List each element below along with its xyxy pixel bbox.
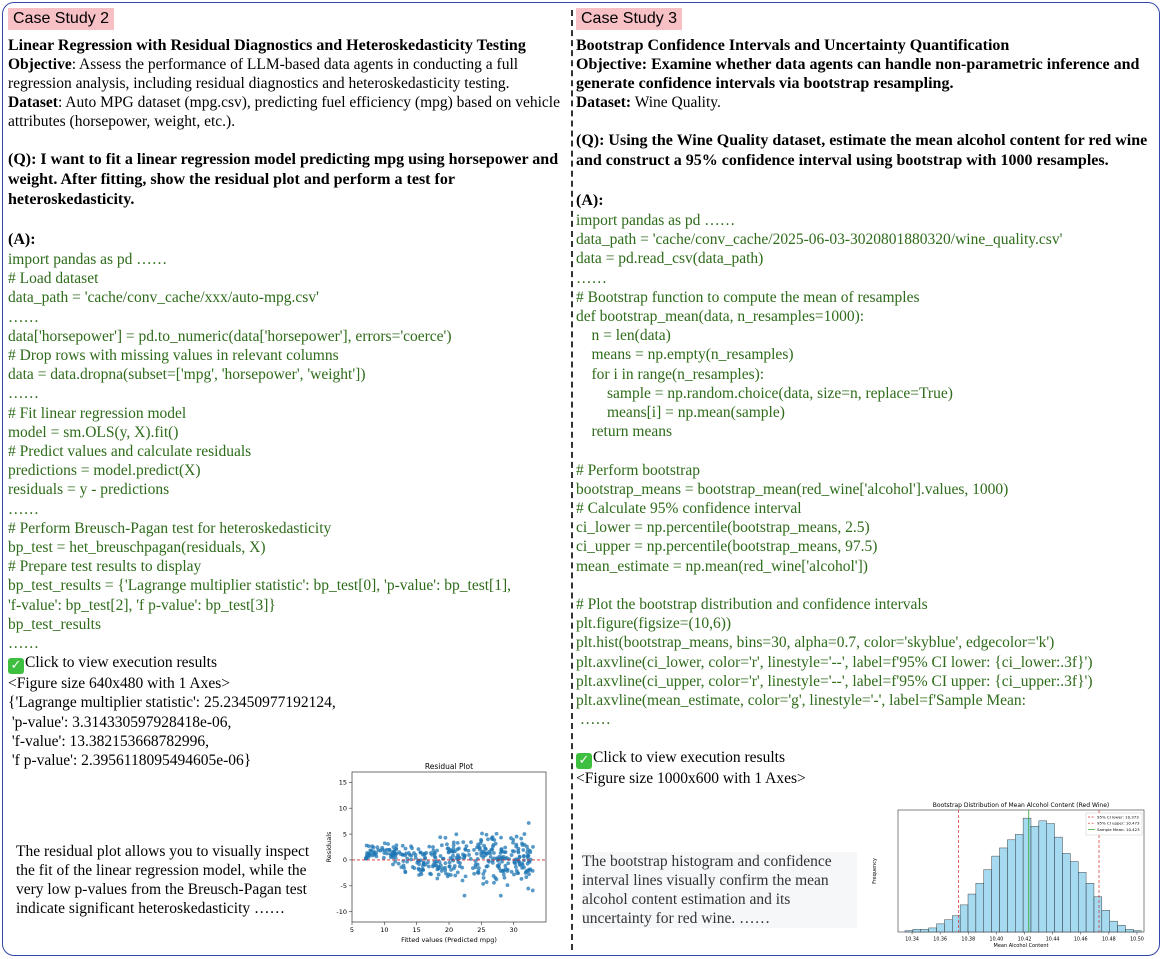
- residual-point: [447, 851, 451, 855]
- residual-point: [480, 832, 484, 836]
- residual-point: [451, 854, 455, 858]
- residual-point: [519, 837, 523, 841]
- y-tick-label: 5: [342, 830, 347, 839]
- residual-point: [448, 861, 452, 865]
- residual-point: [463, 894, 467, 898]
- residual-point: [453, 874, 457, 878]
- residual-point: [523, 843, 527, 847]
- case-study-2-badge: Case Study 2: [8, 8, 114, 30]
- x-tick-label: 10.42: [1017, 937, 1032, 943]
- residual-point: [495, 877, 499, 881]
- histogram-bar: [1102, 910, 1110, 932]
- residual-point: [506, 883, 510, 887]
- residual-point: [520, 866, 524, 870]
- residual-point: [458, 861, 462, 865]
- answer-label-3: (A):: [576, 192, 604, 209]
- residual-point: [456, 870, 460, 874]
- residual-point: [417, 873, 421, 877]
- residual-point: [497, 866, 501, 870]
- y-tick-label: 10: [338, 804, 347, 813]
- histogram-bar: [992, 856, 1000, 932]
- residual-point: [500, 860, 504, 864]
- histogram-bar: [1023, 818, 1031, 932]
- x-tick-label: 25: [477, 926, 486, 934]
- bootstrap-summary: The bootstrap histogram and confidence interval lines visually confirm the mean alcohol content estimation and its uncertainty for red wine. ……: [582, 852, 857, 928]
- residual-point: [467, 853, 471, 857]
- residual-point: [486, 837, 490, 841]
- histogram-bar: [976, 883, 984, 932]
- histogram-bar: [937, 924, 945, 932]
- residual-point: [444, 836, 448, 840]
- execution-output-3: <Figure size 1000x600 with 1 Axes>: [576, 770, 806, 788]
- histogram-bar: [929, 928, 937, 932]
- case-study-3-badge: Case Study 3: [576, 8, 682, 30]
- residual-point: [380, 846, 384, 850]
- residual-point: [439, 854, 443, 858]
- residual-point: [401, 844, 405, 848]
- residual-point: [382, 851, 386, 855]
- code-block-3: import pandas as pd …… data_path = 'cache/conv_cache/2025-06-03-3020801880320/wine_quality.csv' data = pd.read_csv(data_path) …… # Bootstrap function to compute the mean of resamples def bootstrap_mean(data, n_resamples=1000): n = len(data) means = np.empty(n_resamples) for i in range(n_resamples): sample = np.random.choice(data, size=n, replace=True) means[i] = np.mean(sample) return means # Perform bootstrap bootstrap_means = bootstrap_mean(red_wine['alcohol'].values, 1000) # Calculate 95% confidence interval ci_lower = np.percentile(bootstrap_means, 2.5) ci_upper = np.percentile(bootstrap_means, 97.5) mean_estimate = np.mean(red_wine['alcohol']) # Plot the bootstrap distribution and confidence intervals plt.figure(figsize=(10,6)) plt.hist(bootstrap_means, bins=30, alpha=0.7, color='skyblue', edgecolor='k') plt.axvline(ci_lower, color='r', linestyle='--', label=f'95% CI lower: {ci_lower:.3f}') plt.axvline(ci_upper, color='r', linestyle='--', label=f'95% CI upper: {ci_upper:.3f}') plt.axvline(mean_estimate, color='g', linestyle='-', label=f'Sample Mean: ……: [576, 212, 1093, 729]
- x-tick-label: 10.34: [905, 937, 919, 943]
- histogram-bar: [1062, 853, 1070, 932]
- histogram-bar: [1118, 925, 1126, 932]
- residual-point: [448, 864, 452, 868]
- bootstrap-plot: [868, 800, 1150, 955]
- residual-point: [435, 877, 439, 881]
- residual-point: [367, 855, 371, 859]
- residual-point: [502, 869, 506, 873]
- histogram-bar: [960, 905, 968, 932]
- residual-point: [514, 865, 518, 869]
- histogram-bar: [968, 894, 976, 932]
- residual-point: [495, 832, 499, 836]
- histogram-bar: [905, 931, 913, 932]
- residual-point: [525, 869, 529, 873]
- residual-point: [428, 872, 432, 876]
- residual-point: [479, 839, 483, 843]
- residual-point: [382, 856, 386, 860]
- residual-point: [452, 840, 456, 844]
- residual-point: [507, 857, 511, 861]
- residual-point: [520, 877, 524, 881]
- residual-point: [492, 851, 496, 855]
- residual-point: [464, 874, 468, 878]
- objective: [8, 55, 564, 93]
- residual-point: [477, 866, 481, 870]
- residual-point: [491, 845, 495, 849]
- question: (Q): I want to fit a linear regression model predicting mpg using horsepower and weight. After fitting, show the residual plot and perform a test for heteroskedasticity.: [8, 151, 559, 208]
- residual-point: [499, 848, 503, 852]
- residual-plot: [324, 760, 556, 951]
- residual-point: [521, 848, 525, 852]
- residual-point: [423, 853, 427, 857]
- histogram-bar: [944, 920, 952, 932]
- x-tick-label: 15: [412, 926, 421, 934]
- execution-output: <Figure size 640x480 with 1 Axes> {'Lagrange multiplier statistic': 25.23450977192124, 'p-value': 3.314330597928418e-06, 'f-value': 13.382153668782996, 'f p-value': 2.3956118095494605e-06}: [8, 675, 336, 770]
- histogram-bar: [1039, 821, 1047, 932]
- bootstrap-plot-xlabel: Mean Alcohol Content: [993, 943, 1049, 949]
- x-tick-label: 10.50: [1130, 937, 1144, 943]
- residual-point: [503, 846, 507, 850]
- histogram-bar: [952, 916, 960, 932]
- residual-point: [464, 848, 468, 852]
- case-study-2: [8, 8, 564, 770]
- residual-point: [403, 870, 407, 874]
- residual-point: [475, 852, 479, 856]
- residual-point: [494, 842, 498, 846]
- histogram-bar: [1133, 931, 1141, 932]
- checkmark-icon: ✓: [8, 658, 24, 674]
- histogram-bar: [921, 929, 929, 932]
- residual-point: [427, 865, 431, 869]
- residual-point: [427, 845, 431, 849]
- residual-point: [502, 872, 506, 876]
- residual-point: [512, 850, 516, 854]
- objective-3: Objective: Examine whether data agents can handle non-parametric inference and generate confidence intervals via bootstrap resampling.: [576, 56, 1140, 92]
- residual-point: [456, 857, 460, 861]
- residual-point: [461, 853, 465, 857]
- residual-point: [371, 846, 375, 850]
- residual-point: [488, 851, 492, 855]
- residual-point: [420, 868, 424, 872]
- y-tick-label: -10: [336, 907, 347, 916]
- residual-point: [376, 848, 380, 852]
- residual-point: [531, 889, 535, 893]
- x-tick-label: 10.38: [961, 937, 976, 943]
- residual-point: [417, 867, 421, 871]
- legend-entry: 95% CI lower: 10.373: [1097, 814, 1139, 820]
- residual-point: [528, 849, 532, 853]
- residual-point: [410, 846, 414, 850]
- histogram-bar: [1031, 826, 1039, 932]
- histogram-bar: [1015, 834, 1023, 932]
- residual-point: [483, 869, 487, 873]
- dataset: [8, 93, 564, 131]
- residual-plot-xlabel: Fitted values (Predicted mpg): [401, 936, 497, 944]
- exec-results-label: Click to view execution results: [25, 654, 217, 672]
- residual-point: [392, 851, 396, 855]
- residual-point: [484, 847, 488, 851]
- residual-point: [506, 861, 510, 865]
- residual-point: [485, 880, 489, 884]
- residual-point: [518, 855, 522, 859]
- histogram-bar: [984, 870, 992, 932]
- residual-point: [401, 853, 405, 857]
- x-tick-label: 30: [509, 926, 518, 934]
- residual-point: [528, 860, 532, 864]
- histogram-bar: [1086, 883, 1094, 932]
- histogram-bar: [913, 929, 921, 932]
- residual-point: [437, 873, 441, 877]
- bootstrap-plot-title: Bootstrap Distribution of Mean Alcohol Content (Red Wine): [932, 802, 1110, 809]
- dataset-3-label: Dataset:: [576, 94, 632, 111]
- residual-point: [383, 841, 387, 845]
- residual-point: [375, 855, 379, 859]
- residual-point: [388, 848, 392, 852]
- residual-point: [503, 876, 507, 880]
- residual-point: [440, 843, 444, 847]
- residual-point: [526, 887, 530, 891]
- residual-point: [527, 821, 531, 825]
- residual-point: [422, 862, 426, 866]
- residual-point: [409, 858, 413, 862]
- histogram-bar: [1055, 837, 1063, 932]
- residual-point: [458, 864, 462, 868]
- column-divider: [571, 10, 573, 950]
- residual-point: [509, 836, 513, 840]
- histogram-bar: [1078, 872, 1086, 932]
- residual-point: [514, 843, 518, 847]
- residual-point: [481, 882, 485, 886]
- residual-point: [451, 859, 455, 863]
- objective-label: Objective: [8, 56, 72, 73]
- residual-point: [414, 856, 418, 860]
- y-tick-label: 0: [342, 856, 347, 865]
- residual-point: [520, 862, 524, 866]
- residual-point: [441, 866, 445, 870]
- residual-point: [438, 835, 442, 839]
- residual-summary: The residual plot allows you to visually inspect the fit of the linear regression model, while the very low p-values from the Breusch-Pagan test indicate significant heteroskedasticity ……: [16, 843, 310, 917]
- residual-point: [444, 861, 448, 865]
- x-tick-label: 10: [380, 926, 389, 934]
- case-study-2-title: Linear Regression with Residual Diagnostics and Heteroskedasticity Testing: [8, 37, 526, 54]
- residual-point: [397, 850, 401, 854]
- checkmark-icon: ✓: [576, 753, 592, 769]
- residual-point: [499, 894, 503, 898]
- residual-point: [482, 844, 486, 848]
- dataset-text: : Auto MPG dataset (mpg.csv), predicting fuel efficiency (mpg) based on vehicle attributes (horsepower, weight, etc.).: [8, 94, 560, 130]
- residual-point: [445, 842, 449, 846]
- residual-point: [367, 844, 371, 848]
- residual-point: [439, 863, 443, 867]
- bootstrap-plot-ylabel: Frequency: [872, 858, 878, 884]
- answer-label: (A):: [8, 231, 36, 248]
- legend-entry: Sample Mean: 10.423: [1097, 826, 1140, 832]
- residual-point: [454, 832, 458, 836]
- residual-point: [476, 871, 480, 875]
- residual-point: [476, 843, 480, 847]
- case-study-3: [576, 8, 1154, 789]
- residual-point: [524, 875, 528, 879]
- residual-point: [491, 835, 495, 839]
- residual-point: [492, 874, 496, 878]
- residual-point: [408, 853, 412, 857]
- exec-results-toggle[interactable]: [8, 653, 564, 674]
- residual-point: [417, 847, 421, 851]
- residual-point: [412, 866, 416, 870]
- histogram-bar: [1094, 897, 1102, 932]
- residual-point: [461, 879, 465, 883]
- exec-results-label-3: Click to view execution results: [593, 749, 785, 767]
- residual-point: [386, 842, 390, 846]
- histogram-bar: [1125, 929, 1133, 932]
- residual-point: [496, 859, 500, 863]
- x-tick-label: 20: [444, 926, 454, 934]
- residual-point: [479, 854, 483, 858]
- residual-point: [510, 870, 514, 874]
- residual-point: [472, 848, 476, 852]
- y-tick-label: 15: [338, 778, 347, 787]
- x-tick-label: 10.44: [1045, 937, 1060, 943]
- histogram-bar: [1047, 824, 1055, 932]
- code-block: import pandas as pd …… # Load dataset data_path = 'cache/conv_cache/xxx/auto-mpg.csv' …… data['horsepower'] = pd.to_numeric(data['horsepower'], errors='coerce') # Drop rows with missing values in relevant columns data = data.dropna(subset=['mpg', 'horsepower', 'weight']) …… # Fit linear regression model model = sm.OLS(y, X).fit() # Predict values and calculate residuals predictions = model.predict(X) residuals = y - predictions …… # Perform Breusch-Pagan test for heteroskedasticity bp_test = het_breuschpagan(residuals, X) # Prepare test results to display bp_test_results = {'Lagrange multiplier statistic': bp_test[0], 'p-value': bp_test[1], 'f-value': bp_test[2], 'f p-value': bp_test[3]} bp_test_results ……: [8, 251, 512, 653]
- residual-point: [486, 864, 490, 868]
- residual-point: [515, 871, 519, 875]
- residual-point: [472, 872, 476, 876]
- histogram-bar: [999, 848, 1007, 932]
- residual-point: [399, 865, 403, 869]
- residual-point: [446, 875, 450, 879]
- residual-point: [452, 866, 456, 870]
- residual-point: [513, 861, 517, 865]
- residual-point: [474, 863, 478, 867]
- legend-entry: 95% CI upper: 10.473: [1097, 820, 1140, 826]
- residual-plot-svg: [324, 760, 556, 946]
- y-tick-label: -5: [340, 882, 347, 891]
- residual-point: [404, 847, 408, 851]
- residual-point: [527, 872, 531, 876]
- histogram-bar: [1007, 840, 1015, 932]
- residual-point: [452, 847, 456, 851]
- residual-point: [506, 868, 510, 872]
- objective-text: : Assess the performance of LLM-based data agents in conducting a full regression analysis, including residual diagnostics and heteroskedasticity testing.: [8, 56, 519, 92]
- residual-point: [497, 863, 501, 867]
- residual-point: [492, 881, 496, 885]
- x-tick-label: 10.46: [1073, 937, 1088, 943]
- residual-point: [522, 854, 526, 858]
- residual-point: [419, 851, 423, 855]
- residual-point: [431, 849, 435, 853]
- histogram-bar: [1070, 862, 1078, 932]
- residual-point: [516, 849, 520, 853]
- residual-point: [531, 845, 535, 849]
- question-3: (Q): Using the Wine Quality dataset, estimate the mean alcohol content for red wine and construct a 95% confidence interval using bootstrap with 1000 resamples.: [576, 132, 1148, 169]
- exec-results-toggle-3[interactable]: [576, 748, 1154, 769]
- residual-point: [511, 841, 515, 845]
- residual-point: [526, 854, 530, 858]
- residual-point: [389, 853, 393, 857]
- residual-point: [431, 863, 435, 867]
- residual-point: [487, 860, 491, 864]
- residual-plot-ylabel: Residuals: [325, 831, 333, 863]
- dataset-3: [576, 93, 1154, 112]
- residual-plot-title: Residual Plot: [424, 762, 474, 771]
- residual-point: [392, 845, 396, 849]
- residual-point: [435, 849, 439, 853]
- x-tick-label: 10.48: [1101, 937, 1116, 943]
- residual-point: [482, 876, 486, 880]
- residual-point: [485, 833, 489, 837]
- residual-point: [504, 850, 508, 854]
- x-tick-label: 10.36: [933, 937, 948, 943]
- dataset-3-text: Wine Quality.: [631, 94, 721, 111]
- x-tick-label: 5: [349, 926, 355, 934]
- residual-point: [431, 845, 435, 849]
- dataset-label: Dataset: [8, 94, 58, 111]
- case-study-3-title: Bootstrap Confidence Intervals and Uncertainty Quantification: [576, 37, 1010, 54]
- bootstrap-plot-svg: [868, 800, 1150, 950]
- residual-point: [456, 841, 460, 845]
- histogram-bar: [1110, 921, 1118, 932]
- residual-point: [499, 836, 503, 840]
- residual-point: [515, 835, 519, 839]
- residual-point: [417, 862, 421, 866]
- x-tick-label: 10.40: [989, 937, 1004, 943]
- residual-point: [397, 862, 401, 866]
- residual-point: [434, 856, 438, 860]
- residual-point: [522, 832, 526, 836]
- residual-point: [489, 855, 493, 859]
- residual-point: [461, 840, 465, 844]
- residual-point: [469, 840, 473, 844]
- residual-point: [510, 853, 514, 857]
